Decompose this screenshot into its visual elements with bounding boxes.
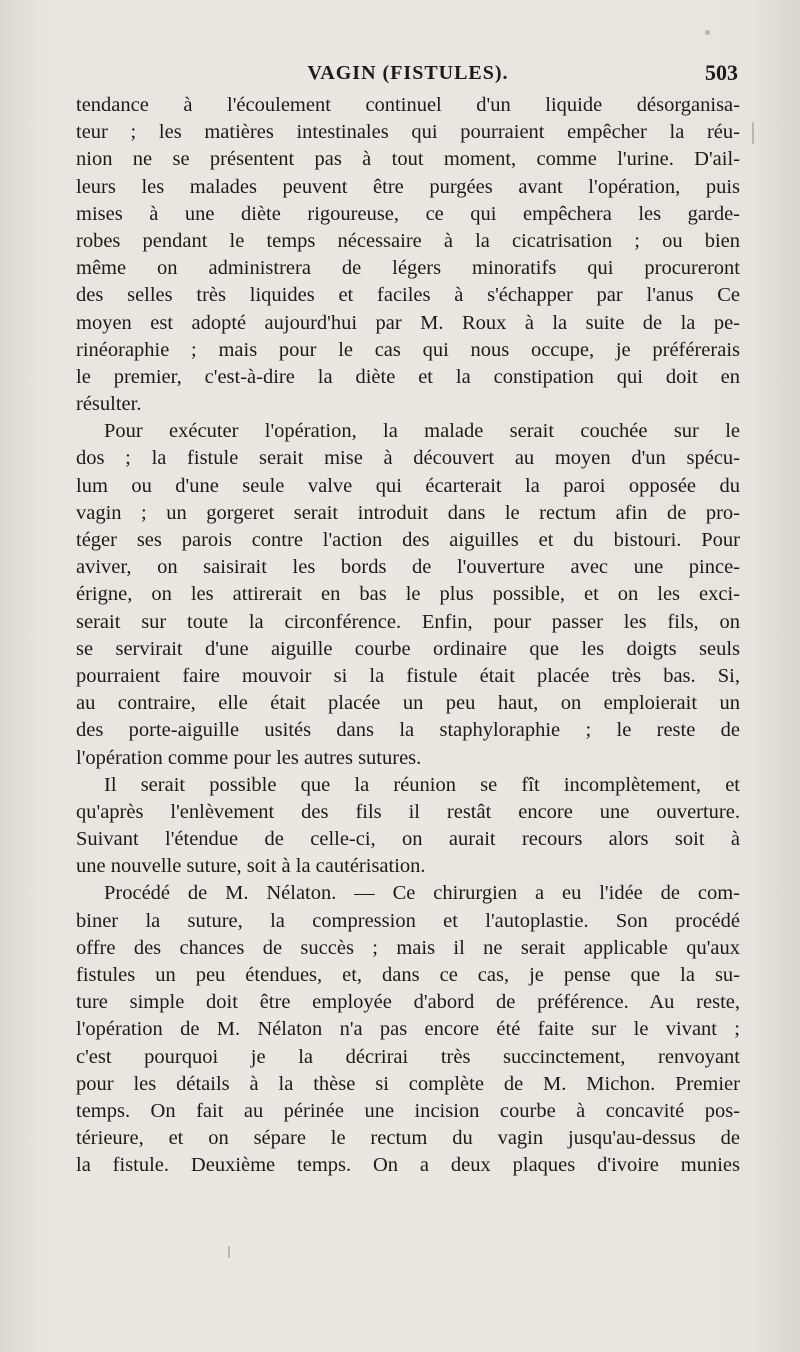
text-line: serait sur toute la circonférence. Enfin, pour passer les fils, on	[76, 610, 740, 633]
text-line: ture simple doit être employée d'abord de préférence. Au reste,	[76, 991, 740, 1014]
text-line: résulter.	[76, 393, 142, 416]
text-line: Suivant l'étendue de celle-ci, on aurait recours alors soit à	[76, 828, 740, 851]
body-text	[76, 92, 740, 1180]
text-line: vagin ; un gorgeret serait introduit dans le rectum afin de pro-	[76, 501, 740, 524]
paper-speck	[228, 1246, 230, 1258]
text-line: Il serait possible que la réunion se fît incomplètement, et	[104, 773, 740, 796]
text-line: téger ses parois contre l'action des aiguilles et du bistouri. Pour	[76, 529, 740, 551]
text-line: l'opération de M. Nélaton n'a pas encore été faite sur le vivant ;	[76, 1018, 740, 1041]
text-line: une nouvelle suture, soit à la cautérisation.	[76, 855, 426, 878]
text-line: mises à une diète rigoureuse, ce qui empêchera les garde-	[76, 202, 740, 225]
text-line: aviver, on saisirait les bords de l'ouverture avec une pince-	[76, 556, 740, 579]
text-line: érigne, on les attirerait en bas le plus possible, et on les exci-	[76, 583, 740, 606]
text-line: tendance à l'écoulement continuel d'un liquide désorganisa-	[76, 94, 740, 116]
text-line: fistules un peu étendues, et, dans ce cas, je pense que la su-	[76, 964, 740, 986]
paper-speck	[705, 30, 710, 35]
text-line: qu'après l'enlèvement des fils il restât encore une ouverture.	[76, 800, 740, 823]
page-header	[76, 60, 740, 90]
running-title: VAGIN (FISTULES).	[307, 62, 509, 84]
text-line: la fistule. Deuxième temps. On a deux plaques d'ivoire munies	[76, 1154, 740, 1177]
paper-speck	[752, 122, 754, 144]
text-line: se servirait d'une aiguille courbe ordinaire que les doigts seuls	[76, 637, 740, 660]
text-line: temps. On fait au périnée une incision courbe à concavité pos-	[76, 1099, 740, 1122]
text-line: térieure, et on sépare le rectum du vagin jusqu'au-dessus de	[76, 1127, 740, 1150]
text-line: des porte-aiguille usités dans la staphyloraphie ; le reste de	[76, 719, 740, 742]
text-line: pourraient faire mouvoir si la fistule était placée très bas. Si,	[76, 664, 740, 687]
text-line: au contraire, elle était placée un peu haut, on emploierait un	[76, 692, 740, 715]
text-line: dos ; la fistule serait mise à découvert au moyen d'un spécu-	[76, 447, 740, 470]
text-line: nion ne se présentent pas à tout moment, comme l'urine. D'ail-	[76, 148, 740, 171]
text-line: pour les détails à la thèse si complète de M. Michon. Premier	[76, 1072, 740, 1095]
text-line: le premier, c'est-à-dire la diète et la constipation qui doit en	[76, 365, 740, 388]
page-number: 503	[705, 60, 738, 85]
text-line: rinéoraphie ; mais pour le cas qui nous occupe, je préférerais	[76, 338, 740, 361]
text-line: des selles très liquides et faciles à s'échapper par l'anus Ce	[76, 284, 740, 307]
text-line: robes pendant le temps nécessaire à la cicatrisation ; ou bien	[76, 229, 740, 252]
text-line: leurs les malades peuvent être purgées avant l'opération, puis	[76, 175, 740, 198]
text-line: teur ; les matières intestinales qui pourraient empêcher la réu-	[76, 121, 740, 144]
text-line: lum ou d'une seule valve qui écarterait la paroi opposée du	[76, 474, 740, 497]
text-line: c'est pourquoi je la décrirai très succinctement, renvoyant	[76, 1045, 740, 1068]
text-line: moyen est adopté aujourd'hui par M. Roux à la suite de la pe-	[76, 311, 740, 334]
text-line: biner la suture, la compression et l'autoplastie. Son procédé	[76, 909, 740, 932]
text-line: offre des chances de succès ; mais il ne serait applicable qu'aux	[76, 936, 740, 959]
text-line: Pour exécuter l'opération, la malade serait couchée sur le	[104, 420, 740, 443]
text-line: même on administrera de légers minoratifs qui procureront	[76, 257, 740, 280]
text-line: Procédé de M. Nélaton. — Ce chirurgien a eu l'idée de com-	[104, 882, 740, 905]
text-line: l'opération comme pour les autres sutures.	[76, 746, 422, 769]
